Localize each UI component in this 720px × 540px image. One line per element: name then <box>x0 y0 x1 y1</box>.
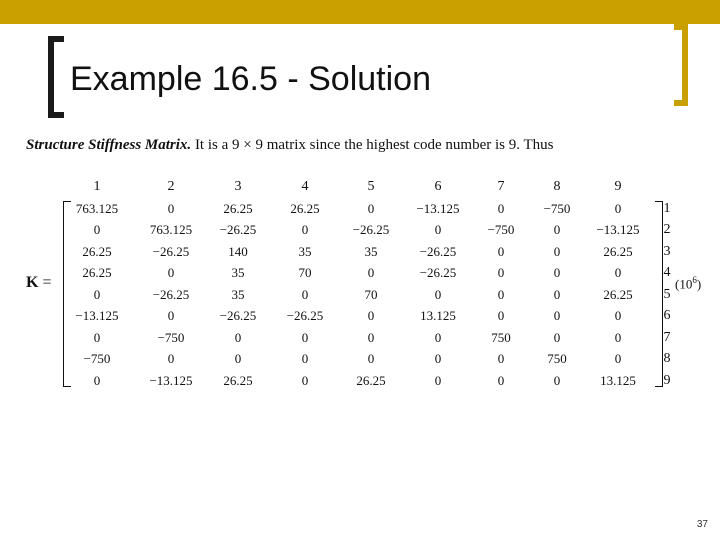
matrix-cell: 70 <box>364 287 378 302</box>
matrix-col-label: 3 <box>234 179 242 194</box>
matrix-cell: 0 <box>167 201 175 216</box>
matrix-cell: 13.125 <box>600 373 636 388</box>
matrix-cell: 763.125 <box>75 201 119 216</box>
matrix-cell: −26.25 <box>286 308 324 323</box>
matrix-cell: 0 <box>614 330 622 345</box>
matrix-row-label: 9 <box>663 373 671 388</box>
matrix-col-label: 5 <box>367 179 375 194</box>
matrix-cell: 0 <box>553 244 561 259</box>
matrix-cell: 26.25 <box>223 373 253 388</box>
matrix-cell: −26.25 <box>352 222 390 237</box>
matrix-cell: 0 <box>553 265 561 280</box>
matrix-cell: 0 <box>614 201 622 216</box>
matrix-cell: 0 <box>497 244 505 259</box>
matrix-cell: 140 <box>228 244 248 259</box>
matrix-cell: 0 <box>614 308 622 323</box>
matrix-cell: 26.25 <box>82 265 112 280</box>
matrix-symbol-letter: K <box>26 274 39 291</box>
matrix-row-label: 3 <box>663 244 671 259</box>
matrix-cell: 35 <box>298 244 312 259</box>
matrix-cell: 750 <box>547 351 567 366</box>
matrix-cell: 35 <box>364 244 378 259</box>
matrix-cell: 0 <box>301 373 309 388</box>
matrix-symbol <box>26 274 51 292</box>
matrix-cell: −13.125 <box>416 201 460 216</box>
matrix-cell: 0 <box>167 308 175 323</box>
intro-text <box>26 137 553 154</box>
matrix-cell: 0 <box>367 308 375 323</box>
matrix-cell: −26.25 <box>219 222 257 237</box>
matrix-cell: 0 <box>93 287 101 302</box>
matrix-cell: 0 <box>497 373 505 388</box>
matrix-row-label: 8 <box>663 351 671 366</box>
matrix-cell: −26.25 <box>419 244 457 259</box>
matrix-cell: −750 <box>487 222 515 237</box>
matrix-row-label: 2 <box>663 222 671 237</box>
matrix-cell: 0 <box>553 330 561 345</box>
matrix-cell: 0 <box>434 373 442 388</box>
matrix-cell: 0 <box>497 308 505 323</box>
matrix-cell: 26.25 <box>82 244 112 259</box>
matrix-cell: 26.25 <box>603 287 633 302</box>
matrix-col-label: 1 <box>93 179 101 194</box>
matrix-cell: 26.25 <box>290 201 320 216</box>
top-accent-bar <box>0 0 720 24</box>
matrix-cell: 0 <box>301 330 309 345</box>
matrix-row-label: 6 <box>663 308 671 323</box>
matrix-cell: 0 <box>434 287 442 302</box>
matrix-cell: −26.25 <box>419 265 457 280</box>
matrix-cell: −13.125 <box>75 308 119 323</box>
matrix-cell: 0 <box>93 373 101 388</box>
matrix-factor <box>675 275 701 292</box>
matrix-cell: 0 <box>614 265 622 280</box>
matrix-cell: 0 <box>497 265 505 280</box>
matrix-cell: 26.25 <box>603 244 633 259</box>
matrix-cell: 0 <box>167 351 175 366</box>
matrix-cell: 0 <box>93 330 101 345</box>
matrix-cell: 70 <box>298 265 312 280</box>
matrix-cell: 0 <box>367 201 375 216</box>
matrix-cell: −750 <box>157 330 185 345</box>
matrix-col-label: 8 <box>553 179 561 194</box>
matrix-cell: 0 <box>234 330 242 345</box>
matrix-cell: 0 <box>367 265 375 280</box>
matrix-cell: 0 <box>434 330 442 345</box>
matrix-cell: 0 <box>234 351 242 366</box>
matrix-cell: 35 <box>231 287 245 302</box>
matrix-row-label: 4 <box>663 265 671 280</box>
matrix-cell: 0 <box>614 351 622 366</box>
matrix-cell: 763.125 <box>149 222 193 237</box>
matrix-cell: 35 <box>231 265 245 280</box>
matrix-cell: −750 <box>543 201 571 216</box>
factor-exponent: 6 <box>692 275 697 285</box>
matrix-cell: 0 <box>434 351 442 366</box>
matrix-cell: 0 <box>301 287 309 302</box>
matrix-cell: 13.125 <box>420 308 456 323</box>
matrix-cell: 0 <box>301 222 309 237</box>
matrix-cell: 0 <box>553 373 561 388</box>
matrix-cell: 0 <box>497 287 505 302</box>
matrix-cell: 26.25 <box>356 373 386 388</box>
slide-title: Example 16.5 - Solution <box>70 60 431 98</box>
matrix-cell: 0 <box>301 351 309 366</box>
matrix-cell: 750 <box>491 330 511 345</box>
matrix-row-label: 5 <box>663 287 671 302</box>
matrix-col-label: 2 <box>167 179 175 194</box>
matrix-cell: 0 <box>553 287 561 302</box>
matrix-cell: −26.25 <box>152 287 190 302</box>
matrix-cell: 0 <box>497 351 505 366</box>
matrix-cell: −26.25 <box>219 308 257 323</box>
matrix-cell: −13.125 <box>596 222 640 237</box>
matrix-row-label: 7 <box>663 330 671 345</box>
matrix-col-label: 4 <box>301 179 309 194</box>
matrix-cell: −26.25 <box>152 244 190 259</box>
matrix-cell: 0 <box>553 308 561 323</box>
matrix-row-label: 1 <box>663 201 671 216</box>
matrix-col-label: 7 <box>497 179 505 194</box>
matrix-cell: 0 <box>367 330 375 345</box>
matrix-cell: 0 <box>367 351 375 366</box>
factor-base: (10 <box>675 276 693 292</box>
matrix-cell: 0 <box>167 265 175 280</box>
title-bracket-right <box>674 24 688 106</box>
matrix-cell: 0 <box>553 222 561 237</box>
matrix-col-label: 6 <box>434 179 442 194</box>
matrix-cell: 26.25 <box>223 201 253 216</box>
matrix-cell: −750 <box>83 351 111 366</box>
matrix-cell: 0 <box>497 201 505 216</box>
matrix-cell: 0 <box>434 222 442 237</box>
title-bracket-left <box>48 36 64 118</box>
factor-close: ) <box>696 276 702 292</box>
intro-rest: It is a 9 × 9 matrix since the highest code number is 9. Thus <box>191 137 554 153</box>
matrix-cell: −13.125 <box>149 373 193 388</box>
matrix-cell: 0 <box>93 222 101 237</box>
matrix-equals: = <box>42 274 52 291</box>
intro-bold: Structure Stiffness Matrix. <box>26 137 192 153</box>
matrix-col-label: 9 <box>614 179 622 194</box>
page-number: 37 <box>696 519 708 530</box>
